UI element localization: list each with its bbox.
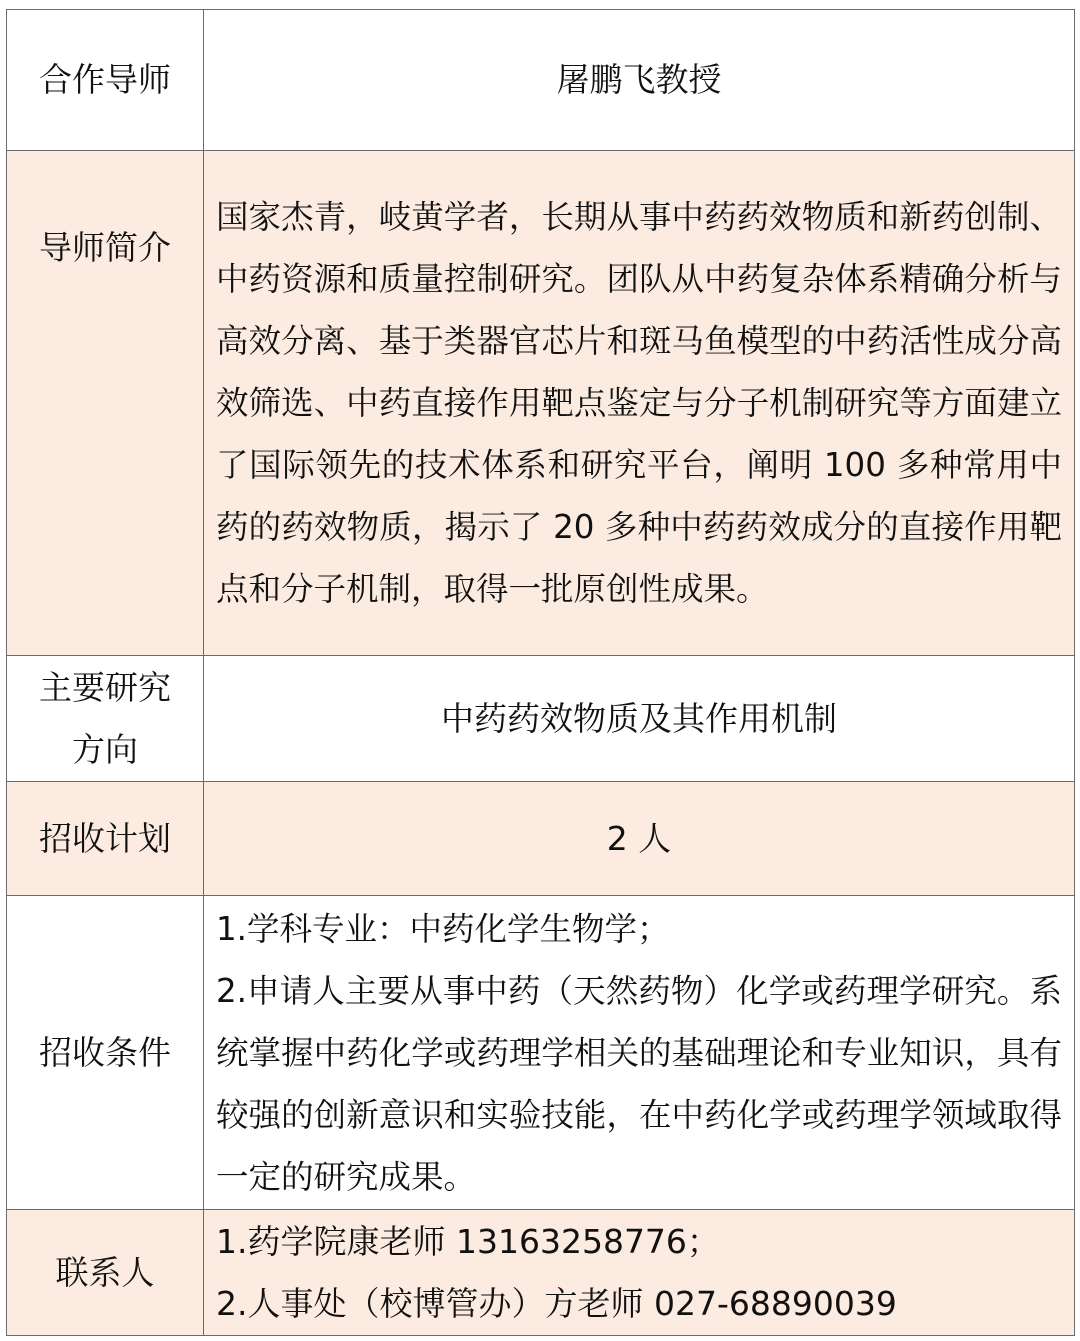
info-table-container bbox=[6, 9, 1074, 1337]
label-contact: 联系人 bbox=[7, 1210, 204, 1336]
value-research-direction: 中药药效物质及其作用机制 bbox=[204, 656, 1075, 782]
label-enrollment-plan: 招收计划 bbox=[7, 782, 204, 896]
value-enrollment-plan: 2 人 bbox=[204, 782, 1075, 896]
row-requirements bbox=[7, 896, 1075, 1210]
label-supervisor: 合作导师 bbox=[7, 10, 204, 151]
value-supervisor: 屠鹏飞教授 bbox=[204, 10, 1075, 151]
value-introduction: 国家杰青，岐黄学者，长期从事中药药效物质和新药创制、中药资源和质量控制研究。团队从中药复杂体系精确分析与高效分离、基于类器官芯片和斑马鱼模型的中药活性成分高效筛选、中药直接作用靶点鉴定与分子机制研究等方面建立了国际领先的技术体系和研究平台，阐明 100 多种常用中药的药效物质，揭示了 20 多种中药药效成分的直接作用靶点和分子机制，取得一批原创性成果。 bbox=[204, 151, 1075, 656]
row-supervisor bbox=[7, 10, 1075, 151]
label-introduction: 导师简介 bbox=[7, 151, 204, 656]
label-requirements: 招收条件 bbox=[7, 896, 204, 1210]
row-introduction bbox=[7, 151, 1075, 656]
contact-item-2: 2.人事处（校博管办）方老师 027-68890039 bbox=[216, 1283, 897, 1323]
value-contact bbox=[204, 1210, 1075, 1336]
row-enrollment-plan bbox=[7, 782, 1075, 896]
label-research-direction bbox=[7, 656, 204, 782]
requirement-item-2: 2.申请人主要从事中药（天然药物）化学或药理学研究。系统掌握中药化学或药理学相关的基础理论和专业知识，具有较强的创新意识和实验技能，在中药化学或药理学领域取得一定的研究成果。 bbox=[216, 971, 1062, 1196]
row-research-direction bbox=[7, 656, 1075, 782]
requirement-item-1: 1.学科专业：中药化学生物学； bbox=[216, 909, 670, 948]
label-research-direction-line2: 方向 bbox=[72, 729, 138, 769]
row-contact bbox=[7, 1210, 1075, 1336]
postdoc-info-table bbox=[6, 9, 1075, 1336]
contact-item-1: 1.药学院康老师 13163258776； bbox=[216, 1221, 720, 1261]
value-requirements bbox=[204, 896, 1075, 1210]
label-research-direction-line1: 主要研究 bbox=[39, 667, 171, 707]
